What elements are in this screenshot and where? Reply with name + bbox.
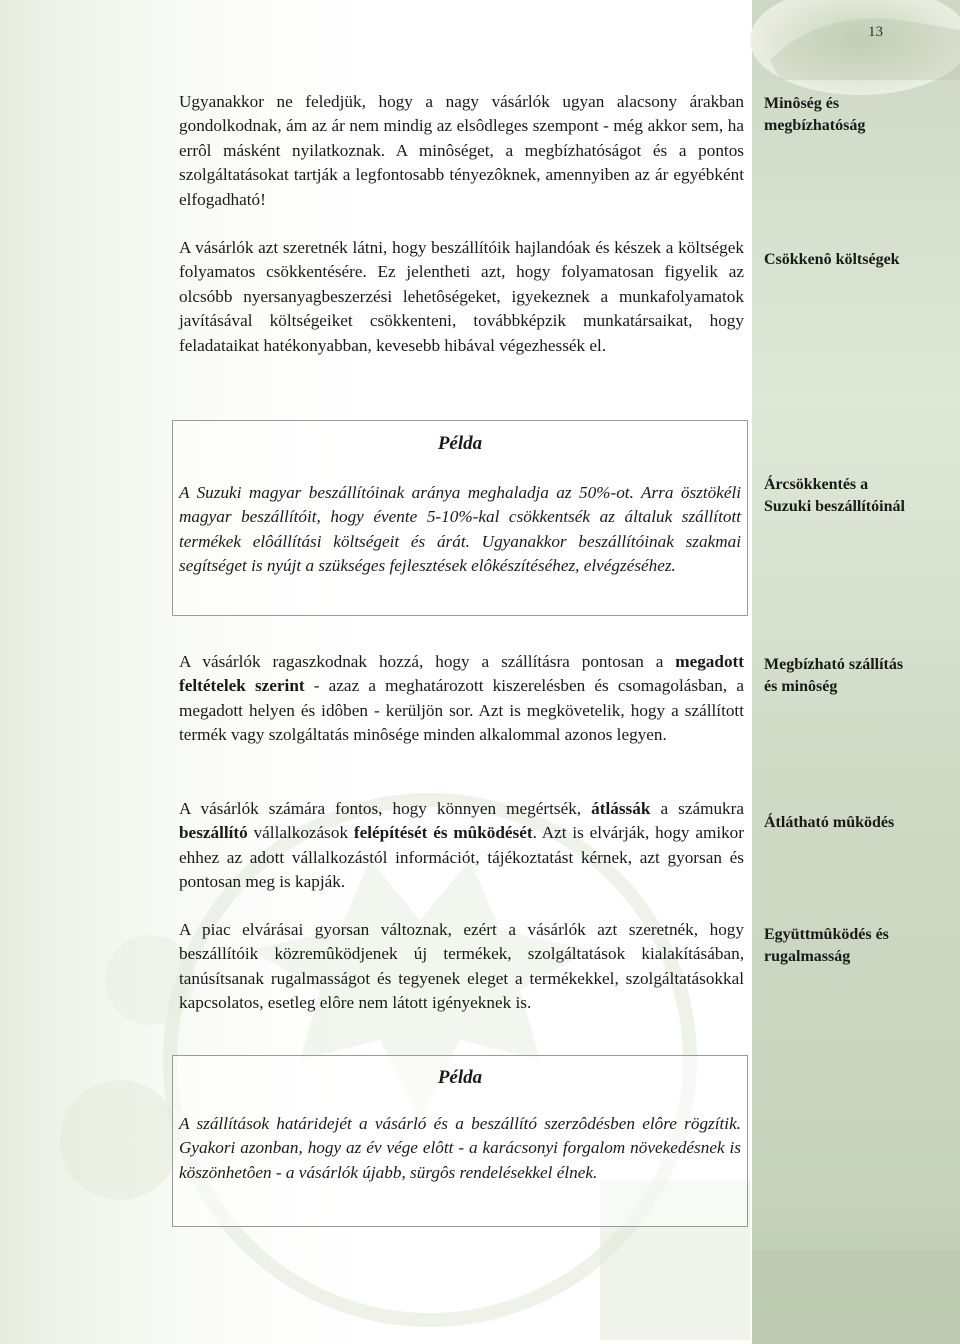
example-text: A szállítások határidejét a vásárló és a beszállító szerzôdésben elôre rögzítik. Gyakori azonban, hogy az év vége elôtt - a karácsonyi forgalom növekedésnek is köszönhetôen - a vásárlók újabb, sürgôs rendelésekkel élnek. xyxy=(179,1114,741,1182)
side-note-cooperation: Együttmûködés és rugalmasság xyxy=(764,926,889,965)
text-run: a számukra xyxy=(650,799,744,818)
side-note-quality: Minôség és megbízhatóság xyxy=(764,95,866,134)
paragraph-cost-reduction: A vásárlók azt szeretnék látni, hogy beszállítóik hajlandóak és készek a költségek folyamatos csökkentésére. Ez jelentheti azt, hogy folyamatosan figyelik az olcsóbb nyersanyagbeszerzési lehetôségeket, igyekeznek a munkafolyamatok javításával költségeiket csökkenteni, továbbképzik munkatársaikat, hogy feladataikat hatékonyabban, kevesebb hibával végezhessék el. xyxy=(179,238,744,355)
page-number: 13 xyxy=(868,24,883,40)
text-run: vállalkozások xyxy=(247,823,354,843)
side-note-transparency: Átlátható mûködés xyxy=(764,814,895,831)
emphasis-supplier: beszállító xyxy=(179,823,248,843)
paragraph-delivery xyxy=(179,650,744,748)
example-title: Példa xyxy=(437,1067,483,1088)
text-run: A vásárlók számára fontos, hogy könnyen megértsék, xyxy=(179,799,592,818)
paragraph-quality: Ugyanakkor ne feledjük, hogy a nagy vásárlók ugyan alacsony árakban gondolkodnak, ám az ár nem mindig az elsôdleges szempont - még akkor sem, ha errôl másként nyilatkoznak. A minôséget, a megbízhatóságot és a pontos szolgáltatásokat tartják a legfontosabb tényezôknek, amennyiben az ár egyébként elfogadható! xyxy=(179,92,744,209)
emphasis-see-through: átlássák xyxy=(591,799,651,818)
example-box-deadlines xyxy=(172,1055,748,1227)
emphasis-structure: felépítését és mûködését xyxy=(353,823,533,843)
example-box-suzuki xyxy=(172,420,748,616)
paragraph-cooperation: A piac elvárásai gyorsan változnak, ezért a vásárlók azt szeretnék, hogy beszállítóik közremûködjenek új termékek, szolgáltatások kialakításában, tanúsítsanak rugalmasságot és tegyenek eleget a termékekkel, szolgáltatásokkal kapcsolatos, esetleg elôre nem látott igényeknek is. xyxy=(179,920,744,1013)
text-run: - azaz a meghatározott kiszerelésben és csomagolásban, a megadott helyen és idôben - kerüljön sor. Azt is megkövetelik, hogy a szállított termék vagy szolgáltatás minôsége minden alkalommal azonos legyen. xyxy=(179,676,744,745)
side-note-suzuki: Árcsökkentés a Suzuki beszállítóinál xyxy=(764,476,905,515)
text-run: . Azt is elvárják, hogy amikor ehhez az adott vállalkozástól információt, tájékoztatást kérnek, azt gyorsan és pontosan meg is kapják. xyxy=(179,823,745,892)
side-note-delivery: Megbízható szállítás és minôség xyxy=(764,656,904,695)
example-text: A Suzuki magyar beszállítóinak aránya meghaladja az 50%-ot. Arra ösztökéli magyar beszállítóit, hogy évente 5-10%-kal csökkentsék az általuk szállított termékek elôállítási költségeit és árát. Ugyanakkor beszállítóinak szakmai segítséget is nyújt a szükséges fejlesztések elôkészítéséhez, elvégzéséhez. xyxy=(179,483,741,576)
side-note-costs: Csökkenô költségek xyxy=(764,251,900,268)
emphasis-conditions: megadott feltételek szerint xyxy=(179,652,744,696)
paragraph-transparency xyxy=(179,797,744,895)
example-title: Példa xyxy=(437,433,483,454)
text-run: A vásárlók ragaszkodnak hozzá, hogy a szállításra pontosan a xyxy=(179,652,676,671)
